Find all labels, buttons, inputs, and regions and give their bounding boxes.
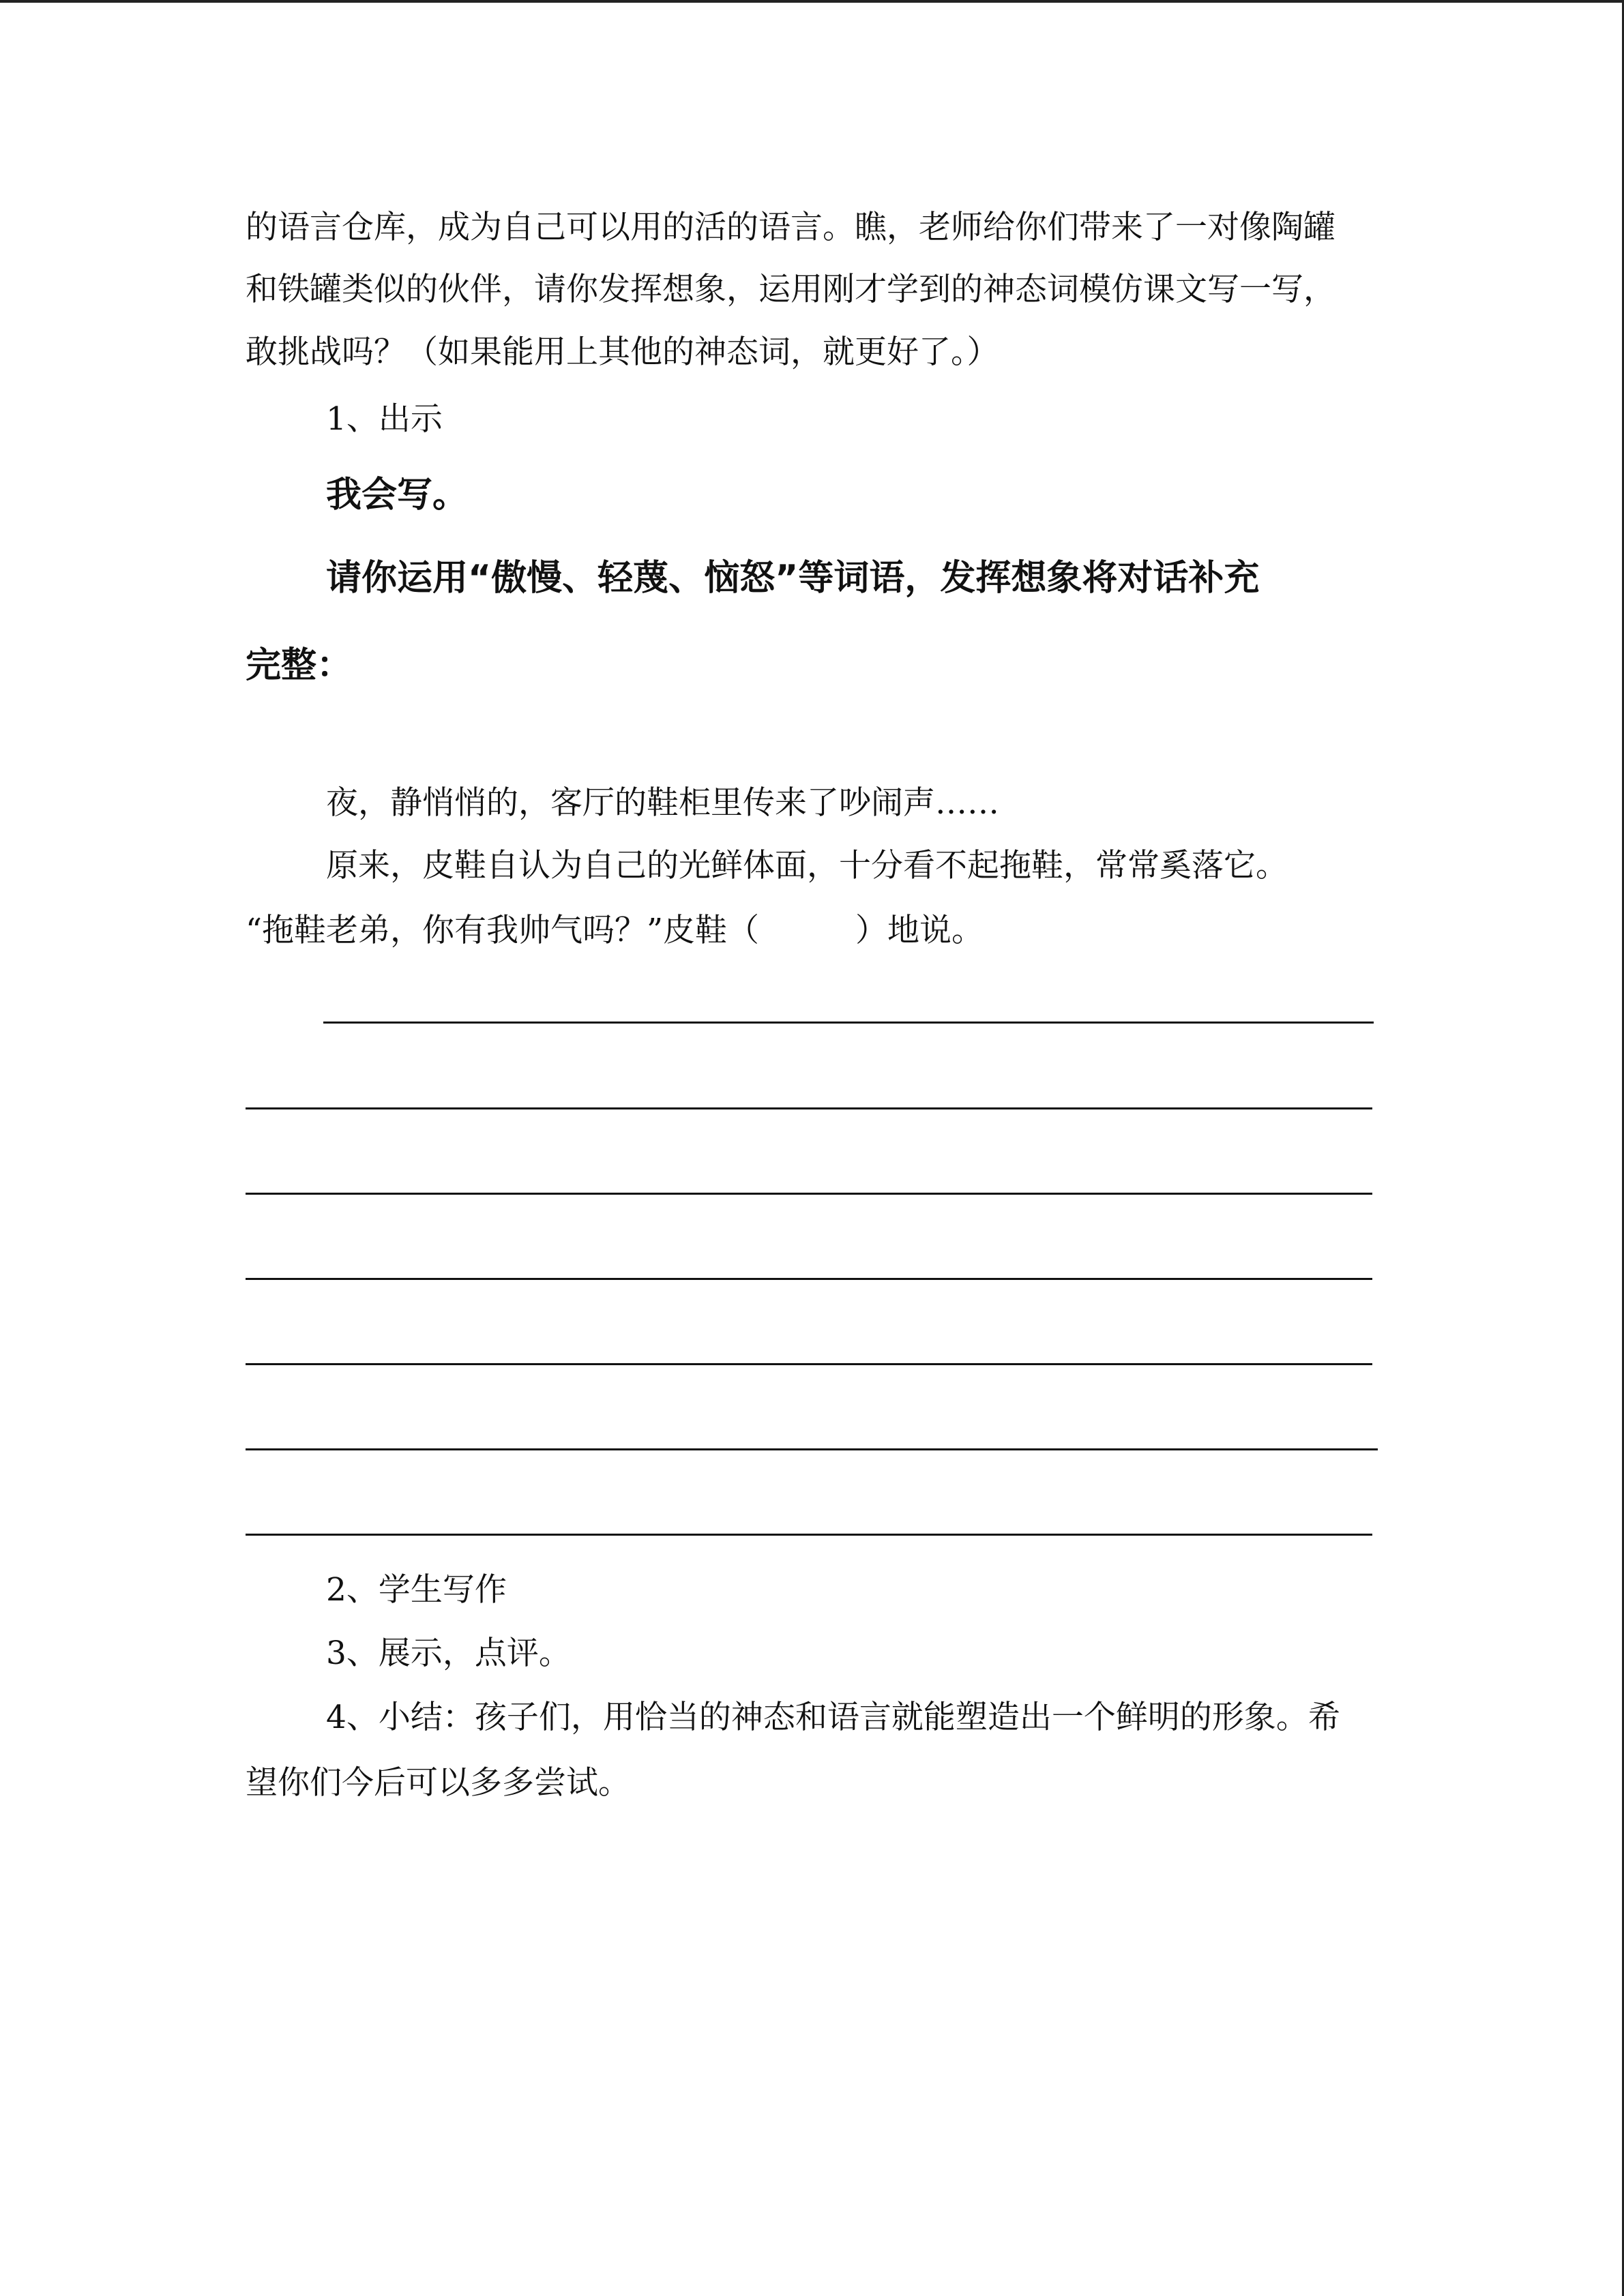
step-3-review: 3、展示，点评。 [326, 1635, 571, 1672]
step-4-summary-line-2: 望你们今后可以多多尝试。 [246, 1764, 630, 1802]
story-line-2: 原来，皮鞋自认为自己的光鲜体面，十分看不起拖鞋，常常奚落它。 [326, 847, 1288, 884]
step-4-summary-line-1: 4、小结：孩子们，用恰当的神态和语言就能塑造出一个鲜明的形象。希 [326, 1699, 1340, 1736]
story-line-1: 夜，静悄悄的，客厅的鞋柜里传来了吵闹声…… [326, 784, 999, 822]
page-border-top [0, 0, 1624, 3]
writing-line[interactable] [246, 1534, 1372, 1536]
writing-line[interactable] [246, 1363, 1372, 1365]
task-heading: 我会写。 [326, 475, 469, 516]
writing-line[interactable] [246, 1193, 1372, 1195]
writing-line[interactable] [246, 1107, 1372, 1109]
intro-line-3: 敢挑战吗？（如果能用上其他的神态词，就更好了。） [246, 333, 999, 371]
task-instruction-line-2: 完整： [246, 645, 353, 686]
writing-line[interactable] [323, 1022, 1374, 1024]
story-line-3: “拖鞋老弟，你有我帅气吗？”皮鞋（ ）地说。 [246, 912, 984, 949]
writing-line[interactable] [246, 1278, 1372, 1280]
step-2-writing: 2、学生写作 [326, 1571, 507, 1609]
writing-line[interactable] [246, 1448, 1378, 1450]
task-instruction-line-1: 请你运用“傲慢、轻蔑、恼怒”等词语，发挥想象将对话补充 [326, 558, 1260, 599]
step-1-show: 1、出示 [326, 400, 443, 438]
intro-line-2: 和铁罐类似的伙伴，请你发挥想象，运用刚才学到的神态词模仿课文写一写， [246, 271, 1335, 308]
intro-line-1: 的语言仓库，成为自己可以用的活的语言。瞧，老师给你们带来了一对像陶罐 [246, 209, 1335, 246]
